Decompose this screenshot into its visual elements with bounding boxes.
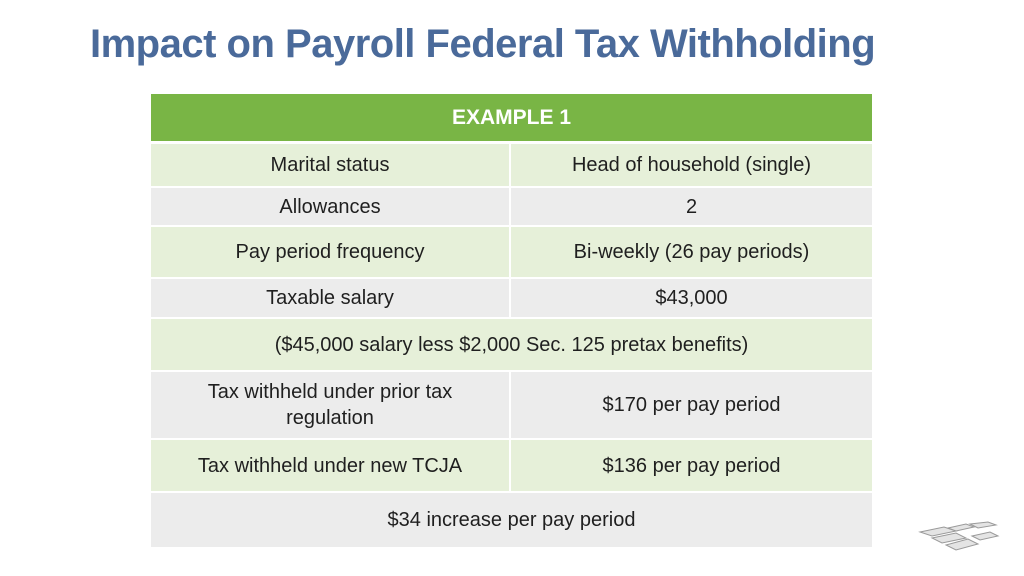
slide-title: Impact on Payroll Federal Tax Withholding xyxy=(90,22,876,66)
new-tax-label: Tax withheld under new TCJA xyxy=(151,440,511,491)
table-row xyxy=(151,279,872,319)
row-label: Pay period frequency xyxy=(151,227,511,277)
row-label: Allowances xyxy=(151,188,511,225)
table-summary-row xyxy=(151,493,872,547)
prior-tax-value: $170 per pay period xyxy=(602,394,781,416)
row-value: $43,000 xyxy=(655,287,728,309)
table-row xyxy=(151,227,872,279)
row-label: Marital status xyxy=(151,144,511,186)
company-logo-icon xyxy=(918,520,1000,554)
table-row xyxy=(151,440,872,493)
salary-note: ($45,000 salary less $2,000 Sec. 125 pretax benefits) xyxy=(274,333,749,356)
row-value: Head of household (single) xyxy=(571,154,812,176)
row-label: Taxable salary xyxy=(151,279,511,317)
table-row xyxy=(151,144,872,188)
prior-tax-label: Tax withheld under prior tax regulation xyxy=(151,372,511,438)
table-row xyxy=(151,372,872,440)
table-header-row xyxy=(151,94,872,144)
example-table xyxy=(151,94,872,547)
table-note-row xyxy=(151,319,872,372)
table-header: EXAMPLE 1 xyxy=(451,105,572,129)
row-value: 2 xyxy=(685,195,698,218)
summary-text: $34 increase per pay period xyxy=(387,509,636,531)
table-row xyxy=(151,188,872,227)
new-tax-value: $136 per pay period xyxy=(602,454,781,477)
row-value: Bi-weekly (26 pay periods) xyxy=(573,241,810,263)
